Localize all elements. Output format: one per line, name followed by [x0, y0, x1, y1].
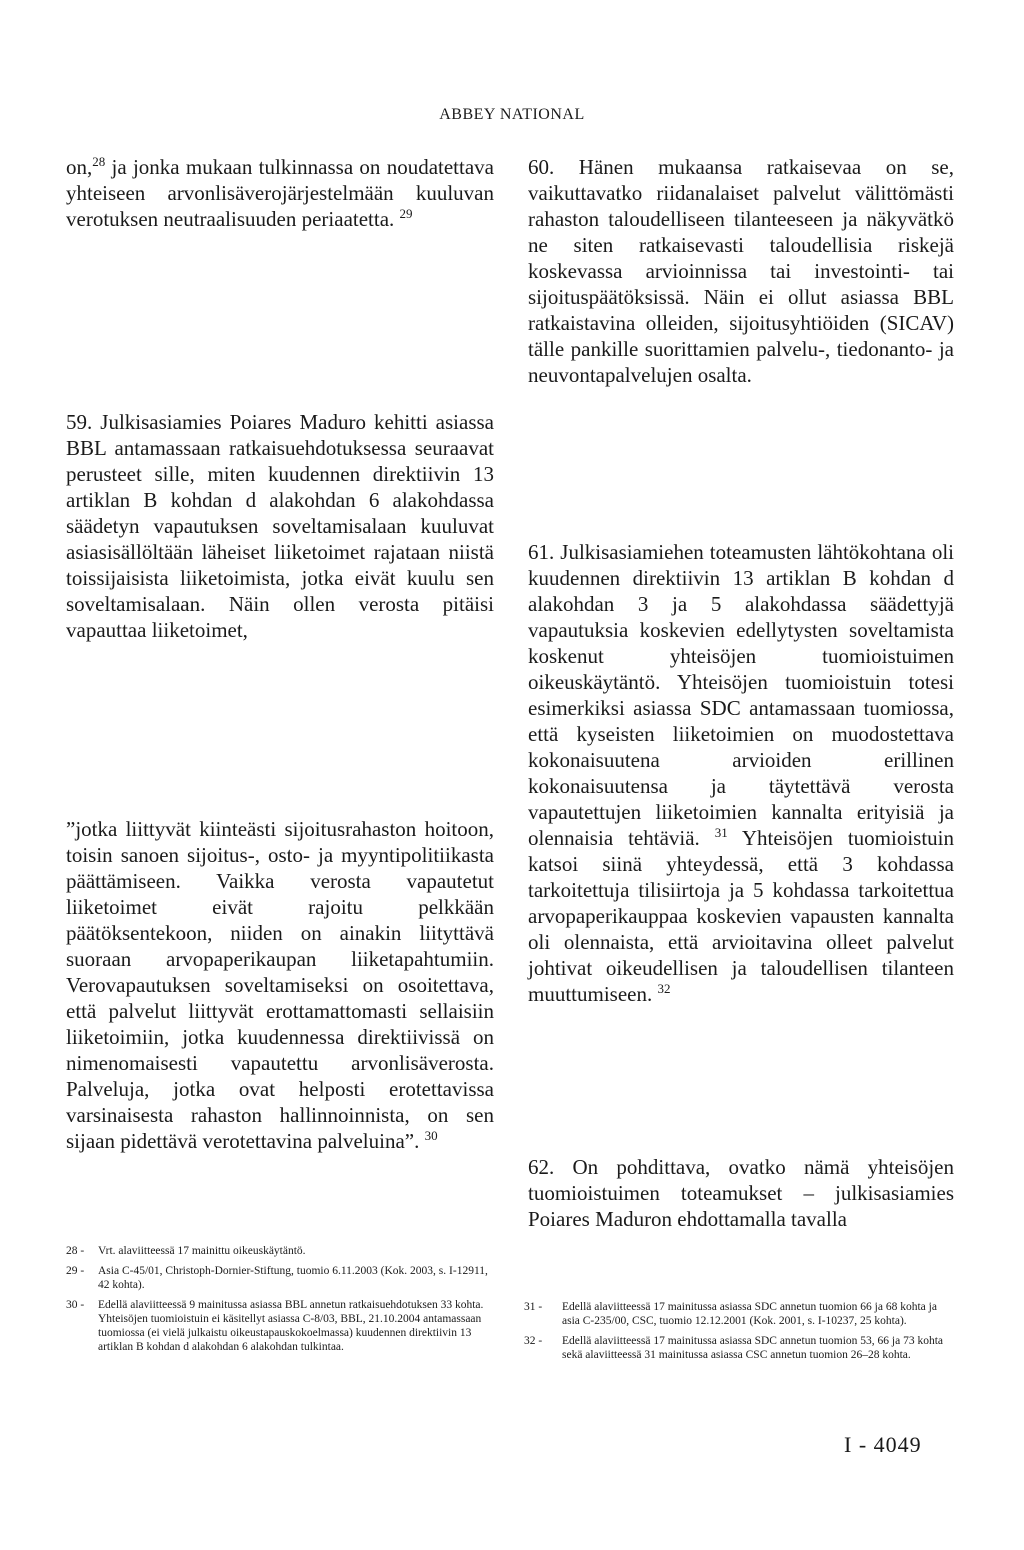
footnotes-right	[524, 1300, 954, 1364]
footnote-30	[66, 1298, 496, 1354]
paragraph-59	[66, 409, 494, 643]
footnotes-left	[66, 1244, 496, 1356]
quotation-block	[66, 816, 494, 1154]
footnote-text: Edellä alaviitteessä 9 mainitussa asiassa BBL annetun ratkaisuehdotuksen 33 kohta. Yhteisöjen tuomioistuin ei käsitellyt asiassa C-8/03, BBL, 21.10.2004 antamassaan tuomiossa (ei vielä julkaistu oikeustapauskokoelmassa) kuudennen direktiivin 13 artiklan B kohdan d alakohdan 6 alakohdan tulkintaa.	[98, 1299, 484, 1353]
footnote-ref-28[interactable]: 28	[92, 154, 106, 169]
paragraph-62	[528, 1154, 954, 1232]
page-number: I - 4049	[844, 1432, 922, 1457]
paragraph-59-text: 59. Julkisasiamies Poiares Maduro kehitti asiassa BBL antamassaan ratkaisuehdotuksessa seuraavat perusteet sille, miten kuudennen direktiivin 13 artiklan B kohdan d alakohdan 6 alakohdassa säädetyn vapautuksen soveltamisalaan kuuluvat asiasisällöltään läheiset liiketoimet rajataan niistä toissijaisista liiketoimista, jotka eivät kuulu sen soveltamisalaan. Näin ollen verosta pitäisi vapauttaa liiketoimet,	[66, 410, 494, 642]
footnote-ref-30[interactable]: 30	[424, 1128, 438, 1143]
footnote-number: 30 -	[66, 1299, 85, 1311]
footnote-ref-32[interactable]: 32	[657, 981, 671, 996]
footnote-28	[66, 1244, 496, 1258]
paragraph-60-text: 60. Hänen mukaansa ratkaisevaa on se, vaikuttavatko riidanalaiset palvelut välittömästi rahaston taloudelliseen tilanteeseen ja näkyvätkö ne siten ratkaisevasti taloudellisia riskejä koskevassa arvioinnissa tai investointi- tai sijoituspäätöksissä. Näin ei ollut asiassa BBL ratkaistavina olleiden, sijoitusyhtiöiden (SICAV) tälle pankille suorittamien palvelu-, tiedonanto- ja neuvontapalvelujen osalta.	[528, 155, 954, 387]
paragraph-continuation	[66, 154, 494, 232]
footnote-ref-29[interactable]: 29	[399, 206, 413, 221]
paragraph-61-text-b: Yhteisöjen tuomioistuin katsoi siinä yhteydessä, että 3 kohdassa tarkoitettuja tilisiirtoja ja 5 kohdassa tarkoitettua arvopaperikauppaa koskevien vapausten kannalta oli olennaista, että arvioitavina olleet palvelut johtivat oikeudellisen ja taloudellisen tilanteen muuttumiseen.	[528, 826, 954, 1006]
para-cont-text-a: on,	[66, 155, 93, 179]
quotation-text: ”jotka liittyvät kiinteästi sijoitusrahaston hoitoon, toisin sanoen sijoitus-, osto- ja myyntipolitiikasta päättämiseen. Vaikka verosta vapautetut liiketoimet eivät rajoitu pelkkään päätöksentekoon, niiden on ainakin liityttävä suoraan arvopaperikaupan liiketapahtumiin. Verovapautuksen soveltamiseksi on osoitettava, että palvelut liittyvät erottamattomasti sellaisiin liiketoimiin, jotka kuudennessa direktiivissä on nimenomaisesti vapautettu arvonlisäverosta. Palveluja, jotka ovat helposti erotettavissa varsinaisesta rahaston hallinnoinnista, on sen sijaan pidettävä verotettavina palveluina”.	[66, 817, 494, 1153]
footnote-31	[524, 1300, 954, 1328]
footnote-number: 29 -	[66, 1265, 85, 1277]
para-cont-text-b: ja jonka mukaan tulkinnassa on noudatettava yhteiseen arvonlisäverojärjestelmään kuuluvan verotuksen neutraalisuuden periaatetta.	[66, 155, 494, 231]
paragraph-60	[528, 154, 954, 388]
footnote-32	[524, 1334, 954, 1362]
footnote-number: 31 -	[524, 1301, 543, 1313]
paragraph-61	[528, 539, 954, 1007]
footnote-number: 32 -	[524, 1335, 543, 1347]
footnote-text: Edellä alaviitteessä 17 mainitussa asiassa SDC annetun tuomion 53, 66 ja 73 kohta sekä alaviitteessä 31 mainitussa asiassa CSC annetun tuomion 26–28 kohta.	[562, 1335, 944, 1361]
paragraph-61-text-a: 61. Julkisasiamiehen toteamusten lähtökohtana oli kuudennen direktiivin 13 artiklan B kohdan d alakohdan 3 ja 5 alakohdassa säädettyjä vapautuksia koskevien edellytysten soveltamista koskenut yhteisöjen tuomioistuimen oikeuskäytäntö. Yhteisöjen tuomioistuin totesi esimerkiksi asiassa SDC antamassaan tuomiossa, että kyseisten liiketoimien on muodostettava kokonaisuutena arvioiden erillinen kokonaisuutensa ja täytettävä verosta vapautettujen liiketoimien kannalta erityisiä ja olennaisia tehtäviä.	[528, 540, 954, 850]
footnote-29	[66, 1264, 496, 1292]
running-header: ABBEY NATIONAL	[439, 106, 585, 123]
footnote-text: Asia C-45/01, Christoph-Dornier-Stiftung, tuomio 6.11.2003 (Kok. 2003, s. I-12911, 42 kohta).	[98, 1265, 488, 1291]
footnote-number: 28 -	[66, 1245, 85, 1257]
footnote-text: Edellä alaviitteessä 17 mainitussa asiassa SDC annetun tuomion 66 ja 68 kohta ja asia C-235/00, CSC, tuomio 12.12.2001 (Kok. 2001, s. I-10237, 25 kohta).	[562, 1301, 937, 1327]
footnote-ref-31[interactable]: 31	[714, 825, 728, 840]
paragraph-62-text: 62. On pohdittava, ovatko nämä yhteisöjen tuomioistuimen toteamukset – julkisasiamies Poiares Maduron ehdottamalla tavalla	[528, 1155, 954, 1231]
footnote-text: Vrt. alaviitteessä 17 mainittu oikeuskäytäntö.	[98, 1245, 306, 1257]
